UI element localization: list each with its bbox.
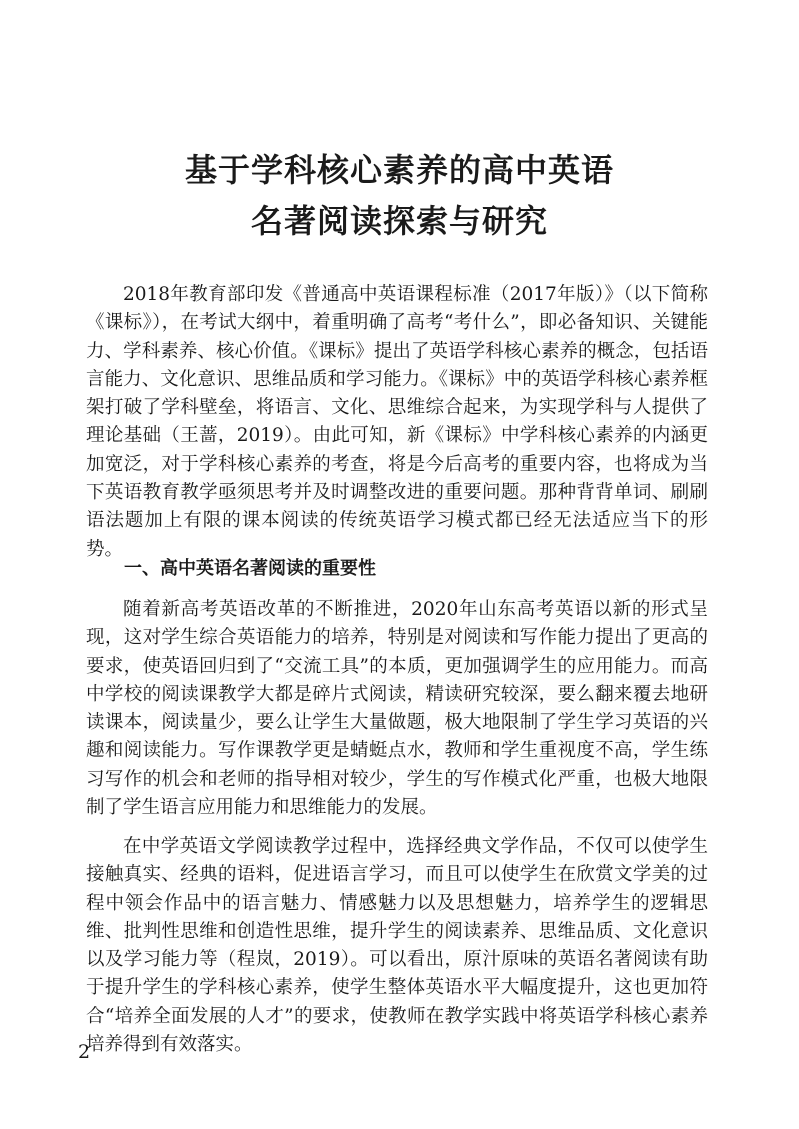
body-paragraph: 在中学英语文学阅读教学过程中，选择经典文学作品，不仅可以使学生接触真实、经典的语料，促进语言学习，而且可以使学生在欣赏文学美的过程中领会作品中的语言魅力、情感魅力以及思想魅力，培养学生的逻辑思维、批判性思维和创造性思维，提升学生的阅读素养、思维品质、文化意识以及学习能力等（程岚，2019）。可以看出，原汁原味的英语名著阅读有助于提升学生的学科核心素养，使学生整体英语水平大幅度提升，这也更加符合“培养全面发展的人才”的要求，使教师在教学实践中将英语学科核心素养培养得到有效落实。 <box>86 836 708 1056</box>
body-paragraph: 随着新高考英语改革的不断推进，2020年山东高考英语以新的形式呈现，这对学生综合英语能力的培养，特别是对阅读和写作能力提出了更高的要求，使英语回归到了“交流工具”的本质，更加强调学生的应用能力。而高中学校的阅读课教学大都是碎片式阅读，精读研究较深，要么翻来覆去地研读课本，阅读量少，要么让学生大量做题，极大地限制了学生学习英语的兴趣和阅读能力。写作课教学更是蜻蜓点水，教师和学生重视度不高，学生练习写作的机会和老师的指导相对较少，学生的写作模式化严重，也极大地限制了学生语言应用能力和思维能力的发展。 <box>86 599 708 819</box>
page-title-line-2: 名著阅读探索与研究 <box>250 202 548 240</box>
page-number: 2 <box>78 1041 91 1063</box>
page-title-line-1: 基于学科核心素养的高中英语 <box>184 151 614 189</box>
intro-paragraph: 2018年教育部印发《普通高中英语课程标准（2017年版）》（以下简称《课标》），在考试大纲中，着重明确了高考“考什么”，即必备知识、关键能力、学科素养、核心价值。《课标》提出了英语学科核心素养的概念，包括语言能力、文化意识、思维品质和学习能力。《课标》中的英语学科核心素养框架打破了学科壁垒，将语言、文化、思维综合起来，为实现学科与人提供了理论基础（王蔷，2019）。由此可知，新《课标》中学科核心素养的内涵更加宽泛，对于学科核心素养的考查，将是今后高考的重要内容，也将成为当下英语教育教学亟须思考并及时调整改进的重要问题。那种背背单词、刷刷语法题加上有限的课本阅读的传统英语学习模式都已经无法适应当下的形势。 <box>86 284 708 560</box>
section-heading: 一、高中英语名著阅读的重要性 <box>124 558 376 579</box>
